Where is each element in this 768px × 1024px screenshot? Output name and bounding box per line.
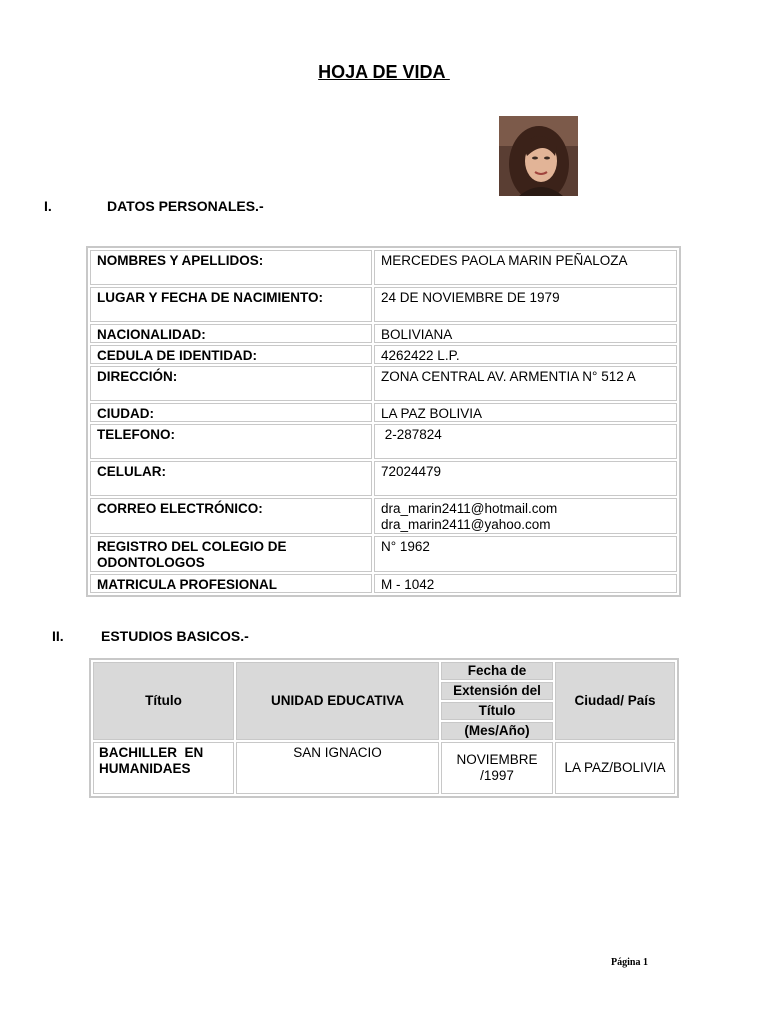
table-row <box>89 535 678 573</box>
table-row <box>89 573 678 594</box>
table-row <box>89 249 678 286</box>
row-value: LA PAZ BOLIVIA <box>374 403 677 422</box>
row-value: M - 1042 <box>374 574 677 593</box>
document-title: HOJA DE VIDA <box>318 62 450 82</box>
row-label: CORREO ELECTRÓNICO: <box>90 498 372 534</box>
header-ciudad-pais: Ciudad/ País <box>555 662 675 740</box>
row-label: NACIONALIDAD: <box>90 324 372 343</box>
email-primary: dra_marin2411@hotmail.com <box>381 501 558 516</box>
row-value: 24 DE NOVIEMBRE DE 1979 <box>374 287 677 322</box>
table-row <box>89 365 678 402</box>
cell-fecha <box>441 742 553 794</box>
fecha-line-1: NOVIEMBRE <box>456 752 538 767</box>
section-title: DATOS PERSONALES.- <box>107 198 264 214</box>
row-value: ZONA CENTRAL AV. ARMENTIA N° 512 A <box>374 366 677 401</box>
row-value: MERCEDES PAOLA MARIN PEÑALOZA <box>374 250 677 285</box>
table-header-row <box>92 661 676 741</box>
header-unidad-educativa: UNIDAD EDUCATIVA <box>236 662 439 740</box>
table-row <box>89 344 678 365</box>
section-number: II. <box>52 628 64 644</box>
row-value: N° 1962 <box>374 536 677 572</box>
header-fecha-line-4: (Mes/Año) <box>441 722 553 740</box>
row-value: BOLIVIANA <box>374 324 677 343</box>
row-label: CEDULA DE IDENTIDAD: <box>90 345 372 364</box>
cell-ciudad-pais: LA PAZ/BOLIVIA <box>555 742 675 794</box>
table-row <box>92 741 676 795</box>
row-value: 2-287824 <box>374 424 677 459</box>
section-number: I. <box>44 198 52 214</box>
header-fecha-stack <box>441 662 553 740</box>
table-row <box>89 423 678 460</box>
row-label: NOMBRES Y APELLIDOS: <box>90 250 372 285</box>
personal-data-table <box>86 246 681 597</box>
header-fecha-line-1: Fecha de <box>441 662 553 680</box>
header-fecha-line-2: Extensión del <box>441 682 553 700</box>
table-row <box>89 323 678 344</box>
header-titulo: Título <box>93 662 234 740</box>
label-line-2: ODONTOLOGOS <box>97 555 205 570</box>
table-row <box>89 286 678 323</box>
table-row <box>89 402 678 423</box>
row-label <box>90 536 372 572</box>
cell-titulo <box>93 742 234 794</box>
table-row <box>89 460 678 497</box>
table-row <box>89 497 678 535</box>
titulo-line-1: BACHILLER EN <box>99 745 204 760</box>
header-fecha-line-3: Título <box>441 702 553 720</box>
page-number: Página 1 <box>611 957 648 968</box>
row-label: MATRICULA PROFESIONAL <box>90 574 372 593</box>
row-value: 72024479 <box>374 461 677 496</box>
email-secondary: dra_marin2411@yahoo.com <box>381 517 551 532</box>
fecha-line-2: /1997 <box>480 768 514 783</box>
label-line-1: REGISTRO DEL COLEGIO DE <box>97 539 287 554</box>
cell-unidad-educativa: SAN IGNACIO <box>236 742 439 794</box>
row-value <box>374 498 677 534</box>
row-label: CELULAR: <box>90 461 372 496</box>
row-label: DIRECCIÓN: <box>90 366 372 401</box>
profile-photo <box>499 116 578 196</box>
row-label: TELEFONO: <box>90 424 372 459</box>
section-title: ESTUDIOS BASICOS.- <box>101 628 249 644</box>
row-label: LUGAR Y FECHA DE NACIMIENTO: <box>90 287 372 322</box>
row-value: 4262422 L.P. <box>374 345 677 364</box>
titulo-line-2: HUMANIDAES <box>99 761 191 776</box>
row-label: CIUDAD: <box>90 403 372 422</box>
studies-table <box>89 658 679 798</box>
